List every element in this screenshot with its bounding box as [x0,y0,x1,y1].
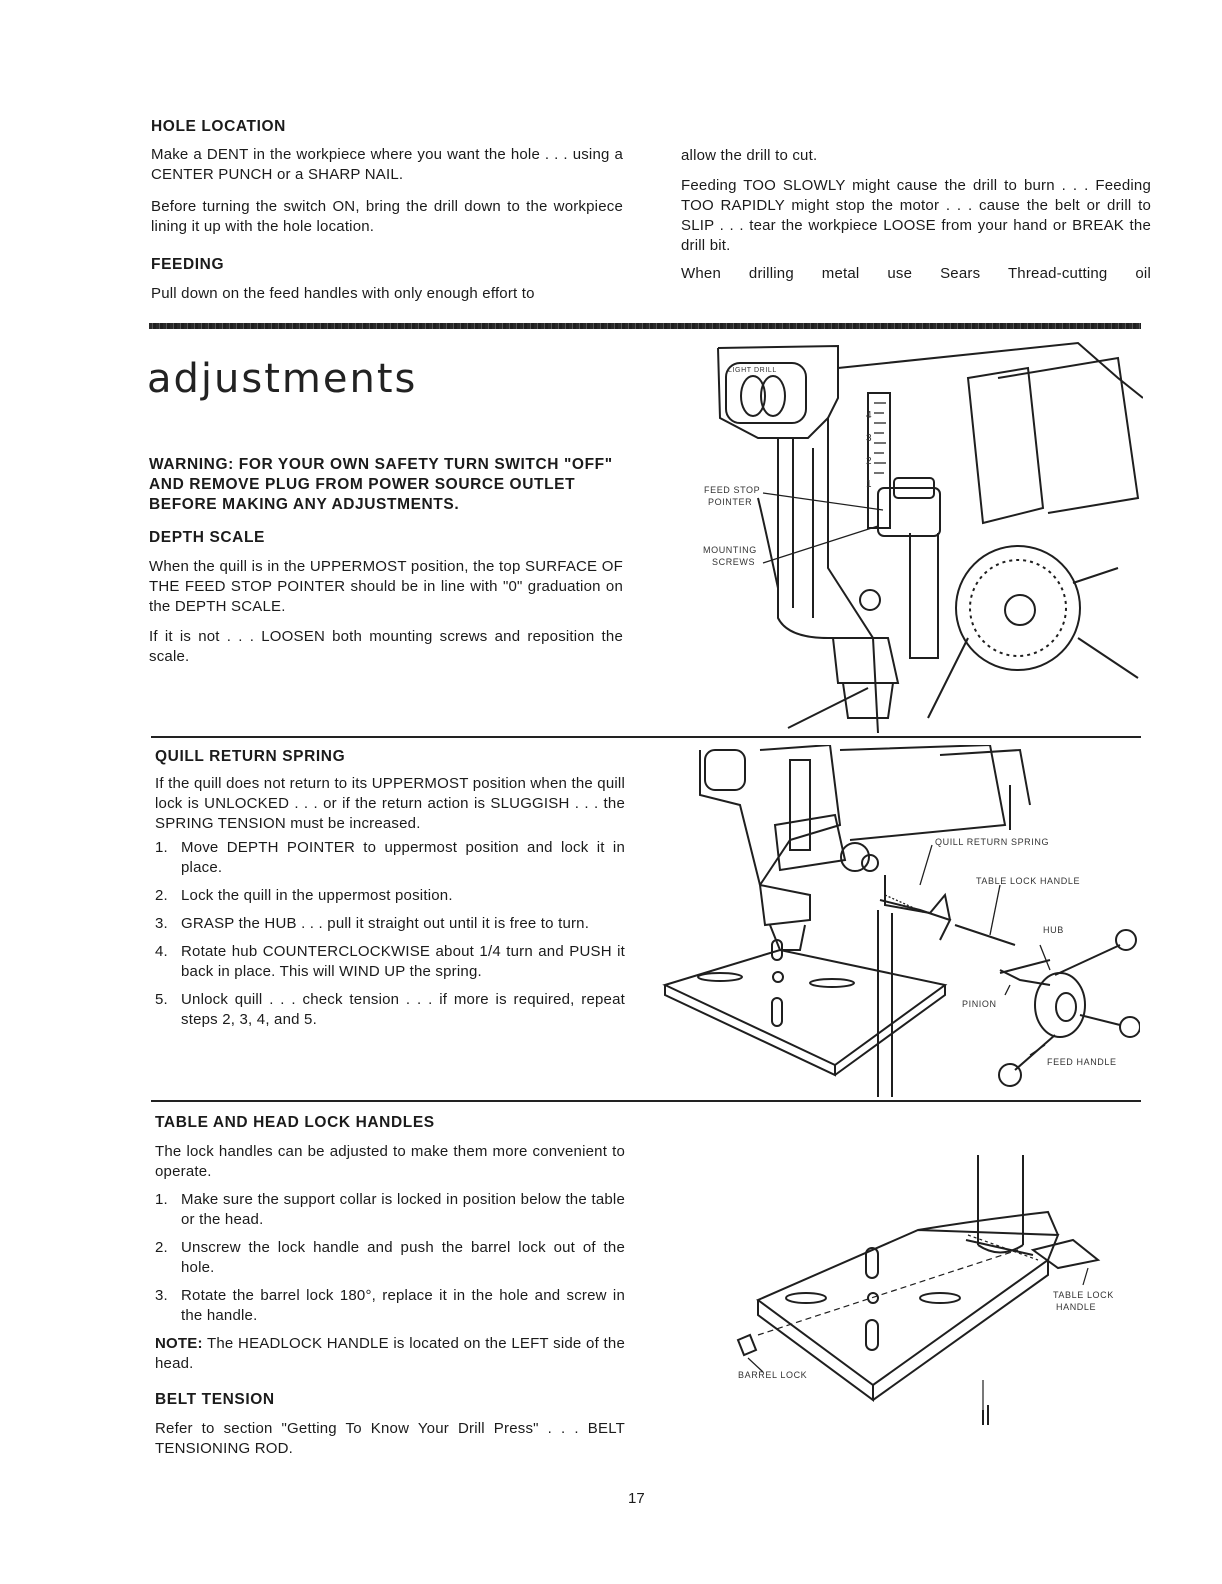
lock-handles-steps [155,1190,625,1326]
depth-scale-section [149,455,623,667]
feeding-p2: Feeding TOO SLOWLY might cause the drill to burn . . . Feeding TOO RAPIDLY might stop the motor . . . cause the belt or drill to SLIP . . . tear the workpiece LOOSE from your hand or BREAK the drill bit. [681,177,1151,254]
table-lock-figure [728,1150,1148,1425]
feed-handle-label: FEED HANDLE [1047,1057,1117,1067]
scale-mark: 2 [866,456,873,467]
mounting-screws-label-2: SCREWS [712,557,756,567]
scale-mark: 4 [866,410,873,421]
light-drill-label: LIGHT DRILL [728,367,777,374]
hole-location-heading: HOLE LOCATION [151,118,286,135]
section-divider [149,323,1141,329]
belt-tension-p1: Refer to section "Getting To Know Your Drill Press" . . . BELT TENSIONING ROD. [155,1420,625,1457]
divider-line [151,736,1141,738]
hole-location-p1: Make a DENT in the workpiece where you want the hole . . . using a CENTER PUNCH or a SHARP NAIL. [151,146,623,183]
divider-line [151,1100,1141,1102]
feed-stop-pointer-label-2: POINTER [708,497,753,507]
depth-scale-figure [698,338,1143,738]
mounting-screws-label-1: MOUNTING [703,545,757,555]
list-item: 5. Unlock quill . . . check tension . . . if more is required, repeat steps 2, 3, 4, and 5. [155,991,625,1028]
lock-handles-intro: The lock handles can be adjusted to make them more convenient to operate. [155,1143,625,1180]
quill-return-steps [155,838,625,1030]
feed-stop-pointer-label-1: FEED STOP [704,485,761,495]
feeding-p1: Pull down on the feed handles with only enough effort to [151,285,535,302]
quill-return-heading: QUILL RETURN SPRING [155,748,346,765]
belt-tension-heading: BELT TENSION [155,1391,275,1408]
depth-scale-p1: When the quill is in the UPPERMOST position, the top SURFACE OF THE FEED STOP POINTER should be in line with "0" graduation on the DEPTH SCALE. [149,558,623,615]
list-item: 2. Unscrew the lock handle and push the barrel lock out of the hole. [155,1239,625,1276]
list-item: 1. Move DEPTH POINTER to uppermost position and lock it in place. [155,839,625,876]
table-lock-handle-label-1: TABLE LOCK [1053,1290,1114,1300]
scale-mark: 3 [866,433,873,444]
feeding-p3: When drilling metal use Sears Thread-cutting oil [681,265,1151,282]
list-item: 2. Lock the quill in the uppermost position. [155,887,453,904]
hole-location-p2: Before turning the switch ON, bring the drill down to the workpiece lining it up with the hole location. [151,198,623,235]
pinion-label: PINION [962,999,997,1009]
quill-return-intro: If the quill does not return to its UPPERMOST position when the quill lock is UNLOCKED . . . or if the return action is SLUGGISH . . . the SPRING TENSION must be increased. [155,775,625,832]
scale-mark: 1 [866,479,873,490]
list-item: 1. Make sure the support collar is locked in position below the table or the head. [155,1191,625,1228]
quill-return-spring-label: QUILL RETURN SPRING [935,837,1050,847]
feeding-continued [681,146,1151,284]
page-number: 17 [628,1490,645,1507]
depth-scale-heading: DEPTH SCALE [149,529,265,546]
list-item: 3. GRASP the HUB . . . pull it straight out until it is free to turn. [155,915,590,932]
feeding-heading: FEEDING [151,256,225,273]
feeding-p1-cont: allow the drill to cut. [681,147,818,164]
quill-return-figure [660,745,1140,1097]
barrel-lock-label: BARREL LOCK [738,1370,808,1380]
headlock-note [155,1334,625,1374]
list-item: 3. Rotate the barrel lock 180°, replace it in the hole and screw in the handle. [155,1287,625,1324]
hub-label: HUB [1043,925,1064,935]
note-label: NOTE: [155,1335,203,1352]
hole-location-section [151,118,623,304]
section-title: adjustments [147,356,418,402]
lock-handles-heading: TABLE AND HEAD LOCK HANDLES [155,1114,435,1131]
depth-scale-p2: If it is not . . . LOOSEN both mounting screws and reposition the scale. [149,628,623,665]
list-item: 4. Rotate hub COUNTERCLOCKWISE about 1/4 turn and PUSH it back in place. This will WIND UP the spring. [155,943,625,980]
table-lock-handle-label-2: HANDLE [1056,1302,1097,1312]
table-lock-handle-label: TABLE LOCK HANDLE [976,876,1081,886]
lock-handles-section [155,1114,625,1459]
safety-warning: WARNING: FOR YOUR OWN SAFETY TURN SWITCH "OFF" AND REMOVE PLUG FROM POWER SOURCE OUTLET BEFORE MAKING ANY ADJUSTMENTS. [149,456,613,513]
quill-return-section [155,748,625,1038]
note-text: The HEADLOCK HANDLE is located on the LEFT side of the head. [155,1335,625,1372]
